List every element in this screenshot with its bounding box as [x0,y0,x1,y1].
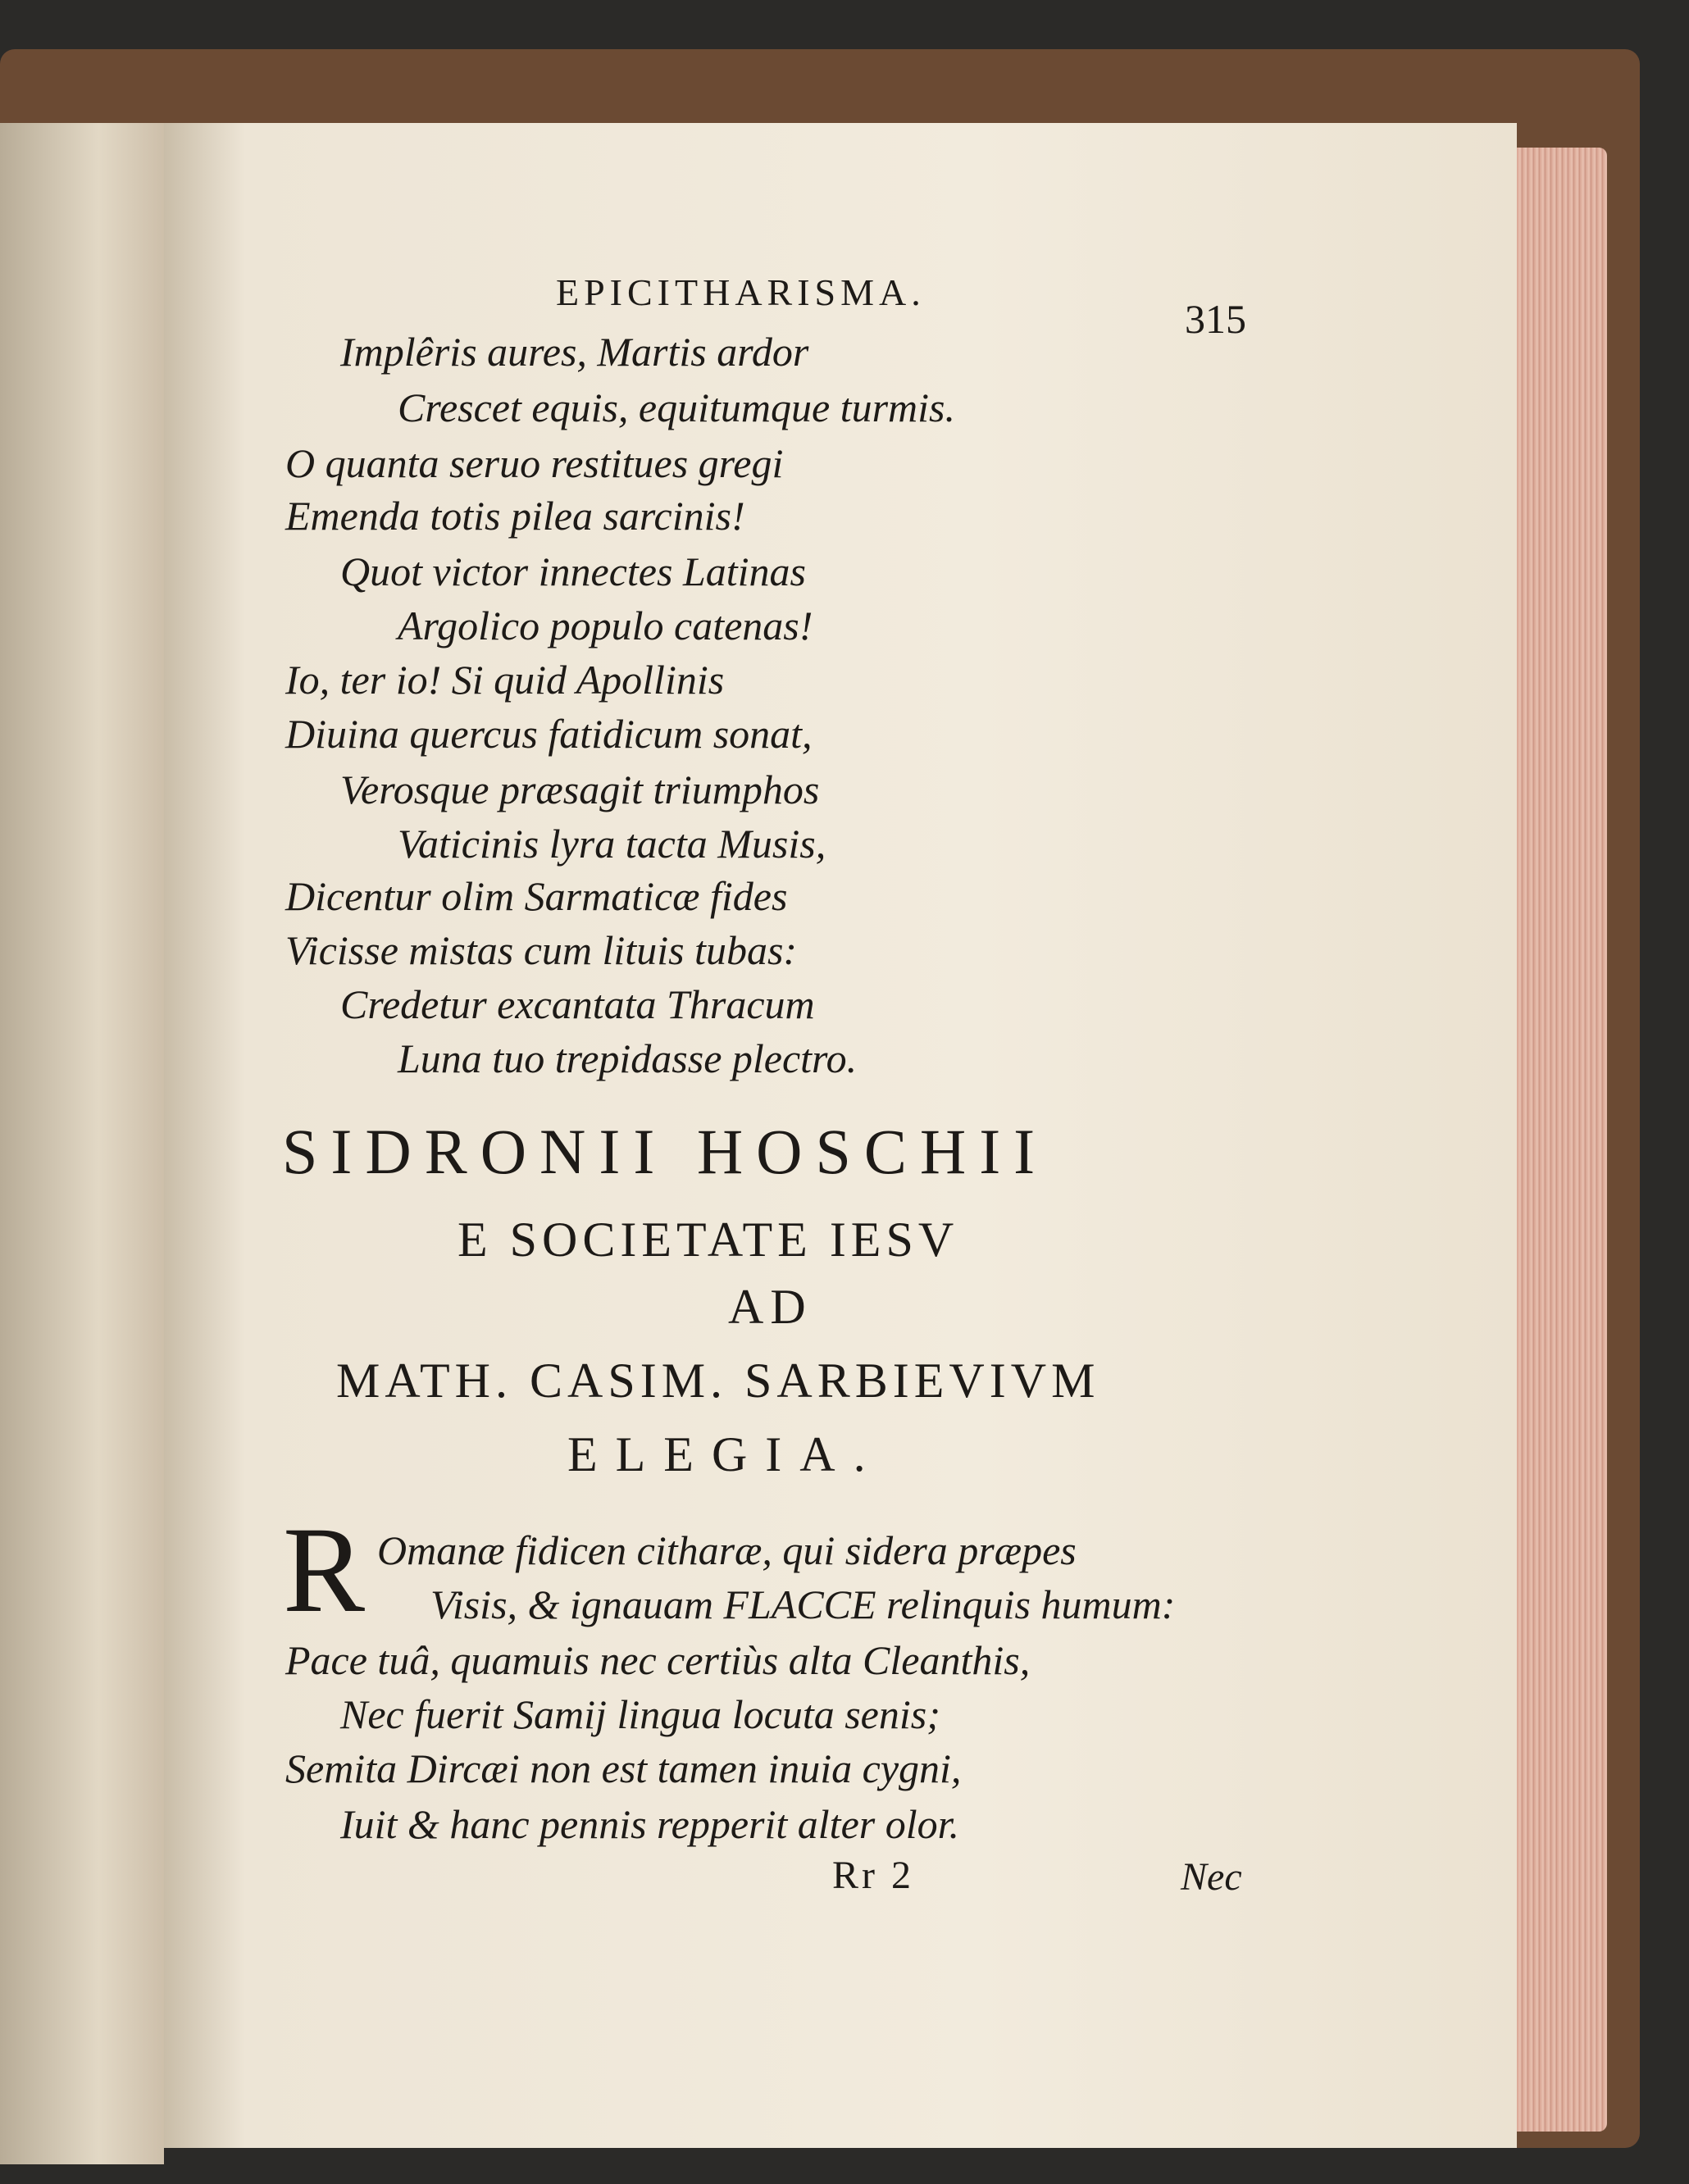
heading-ad: AD [728,1280,813,1334]
poem-line: Luna tuo trepidasse plectro. [398,1035,858,1081]
elegy-line: Iuit & hanc pennis repperit alter olor. [340,1801,960,1847]
drop-cap: R [283,1502,366,1638]
heading-recipient: MATH. CASIM. SARBIEVIVM [336,1354,1100,1408]
running-title: EPICITHARISMA. [556,271,926,313]
poem-line: Argolico populo catenas! [398,603,813,648]
catchword: Nec [1181,1855,1242,1899]
page-edges [1517,148,1607,2132]
poem-line: Verosque præsagit triumphos [340,767,820,812]
poem-line: Diuina quercus fatidicum sonat, [285,711,813,757]
poem-line: Io, ter io! Si quid Apollinis [285,657,725,703]
heading-author: SIDRONII HOSCHII [282,1116,1049,1187]
signature-mark: Rr 2 [832,1854,914,1897]
page-number: 315 [1185,296,1246,342]
poem-line: Crescet equis, equitumque turmis. [398,384,956,430]
left-page [0,123,164,2164]
poem-line: Credetur excantata Thracum [340,981,815,1027]
poem-line: Implêris aures, Martis ardor [340,329,809,375]
poem-line: Vaticinis lyra tacta Musis, [398,821,826,867]
elegy-line: Visis, & ignauam FLACCE relinquis humum: [430,1581,1176,1627]
elegy-line: Omanæ fidicen citharæ, qui sidera præpes [377,1527,1077,1573]
heading-genre: ELEGIA. [567,1427,884,1481]
poem-line: O quanta seruo restitues gregi [285,440,784,486]
poem-line: Quot victor innectes Latinas [340,548,806,594]
elegy-line: Semita Dircæi non est tamen inuia cygni, [285,1745,962,1791]
elegy-line: Pace tuâ, quamuis nec certiùs alta Cleanthis, [285,1637,1031,1683]
poem-line: Dicentur olim Sarmaticæ fides [285,873,788,919]
elegy-line: Nec fuerit Samij lingua locuta senis; [340,1691,940,1737]
poem-line: Emenda totis pilea sarcinis! [285,493,745,539]
poem-line: Vicisse mistas cum lituis tubas: [285,927,798,973]
heading-society: E SOCIETATE IESV [458,1213,959,1267]
